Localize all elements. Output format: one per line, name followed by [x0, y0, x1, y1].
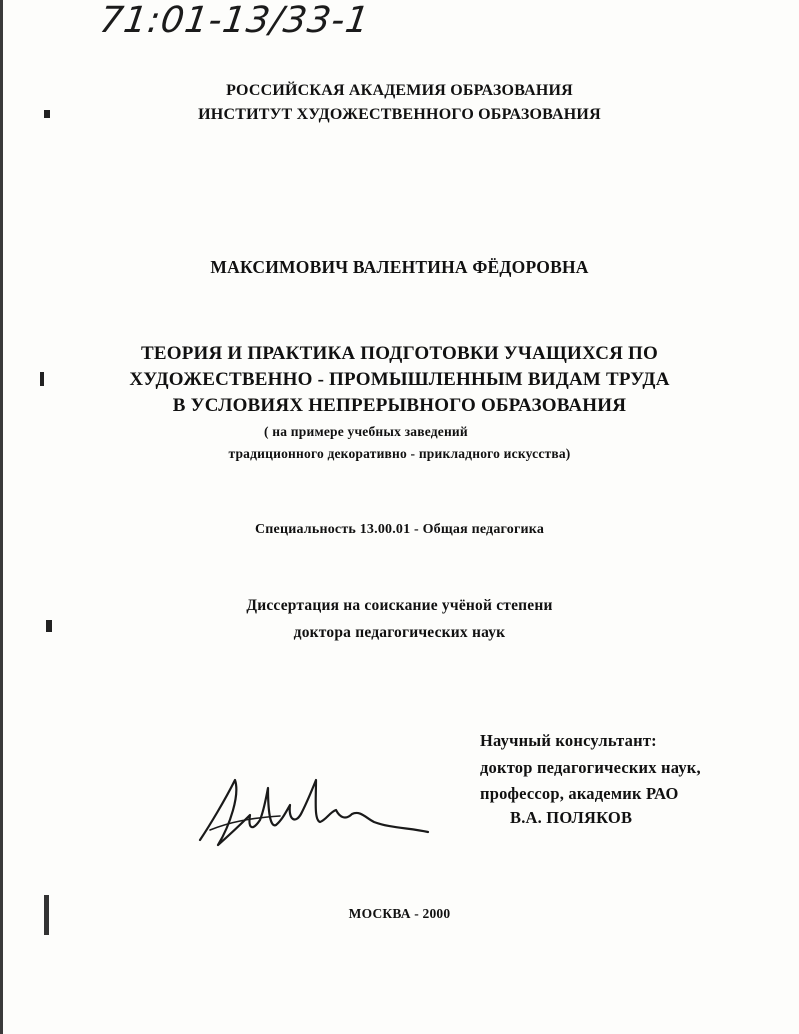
consultant-degree: доктор педагогических наук, [480, 758, 701, 777]
degree-line-1: Диссертация на соискание учёной степени [246, 597, 553, 614]
author-name: МАКСИМОВИЧ ВАЛЕНТИНА ФЁДОРОВНА [210, 257, 589, 277]
scan-speck [40, 372, 44, 386]
title-line-3: В УСЛОВИЯХ НЕПРЕРЫВНОГО ОБРАЗОВАНИЯ [172, 395, 627, 416]
institution-line-2: ИНСТИТУТ ХУДОЖЕСТВЕННОГО ОБРАЗОВАНИЯ [198, 106, 601, 123]
subtitle-line-2: традиционного декоративно - прикладного искусства) [228, 446, 571, 461]
scan-speck [44, 895, 49, 935]
scan-speck [44, 110, 50, 118]
consultant-position: профессор, академик РАО [480, 784, 679, 803]
consultant-label: Научный консультант: [480, 731, 657, 750]
scan-speck [46, 620, 52, 632]
specialty: Специальность 13.00.01 - Общая педагогика [254, 522, 545, 537]
title-line-2: ХУДОЖЕСТВЕННО - ПРОМЫШЛЕННЫМ ВИДАМ ТРУДА [129, 369, 670, 390]
city-year: МОСКВА - 2000 [348, 906, 451, 921]
archive-number-handwritten: 71:01-13/33-1 [97, 0, 373, 41]
scan-edge-shadow [0, 0, 3, 1034]
title-line-1: ТЕОРИЯ И ПРАКТИКА ПОДГОТОВКИ УЧАЩИХСЯ ПО [141, 343, 658, 364]
subtitle-line-1: ( на примере учебных заведений [264, 424, 468, 439]
signature [190, 770, 430, 860]
degree-line-2: доктора педагогических наук [293, 624, 506, 641]
consultant-name: В.А. ПОЛЯКОВ [510, 808, 633, 827]
institution-line-1: РОССИЙСКАЯ АКАДЕМИЯ ОБРАЗОВАНИЯ [226, 82, 573, 99]
